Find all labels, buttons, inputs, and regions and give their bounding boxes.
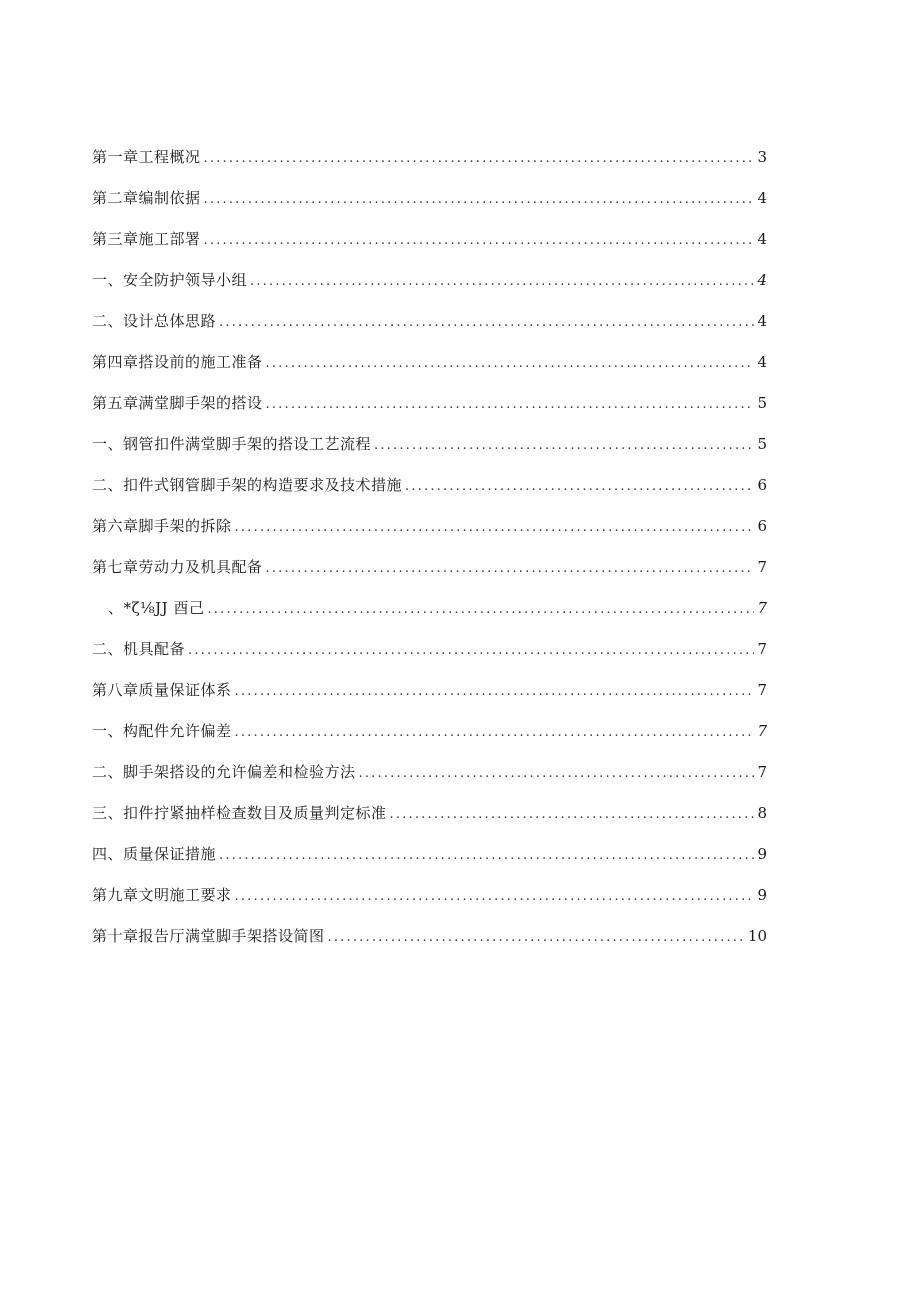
toc-entry-page: 6: [757, 517, 767, 535]
toc-entry-page: 4: [757, 312, 767, 330]
toc-entry[interactable]: [92, 474, 767, 515]
toc-entry[interactable]: [92, 556, 767, 597]
toc-entry[interactable]: [92, 597, 767, 638]
toc-entry-title: 二、脚手架搭设的允许偏差和检验方法: [92, 763, 356, 781]
toc-entry-page: 7: [757, 599, 767, 617]
toc-entry[interactable]: [92, 884, 767, 925]
toc-entry-page: 9: [757, 886, 767, 904]
toc-entry[interactable]: [92, 925, 767, 966]
toc-entry[interactable]: [92, 638, 767, 679]
toc-dot-leader: [266, 558, 754, 580]
toc-entry-title: 第一章工程概况: [92, 148, 201, 166]
toc-entry[interactable]: [92, 269, 767, 310]
toc-dot-leader: [266, 353, 754, 375]
toc-entry[interactable]: [92, 310, 767, 351]
toc-entry-title: 第七章劳动力及机具配备: [92, 558, 263, 576]
toc-entry[interactable]: [92, 720, 767, 761]
toc-entry[interactable]: [92, 802, 767, 843]
toc-dot-leader: [204, 148, 754, 170]
toc-entry-title: 一、钢管扣件满堂脚手架的搭设工艺流程: [92, 435, 372, 453]
toc-entry[interactable]: [92, 187, 767, 228]
toc-entry-page: 7: [757, 640, 767, 658]
toc-entry-title: 三、扣件拧紧抽样检查数目及质量判定标准: [92, 804, 387, 822]
toc-entry-page: 4: [757, 271, 767, 289]
toc-dot-leader: [219, 312, 754, 334]
toc-dot-leader: [204, 230, 754, 252]
toc-entry-title: 二、扣件式钢管脚手架的构造要求及技术措施: [92, 476, 403, 494]
toc-entry[interactable]: [92, 228, 767, 269]
toc-dot-leader: [390, 804, 754, 826]
toc-dot-leader: [235, 722, 754, 744]
toc-entry-page: 5: [757, 394, 767, 412]
table-of-contents: [92, 146, 767, 966]
toc-entry-page: 7: [757, 722, 767, 740]
toc-entry-title: 四、质量保证措施: [92, 845, 217, 863]
toc-dot-leader: [250, 271, 754, 293]
toc-dot-leader: [204, 189, 754, 211]
toc-dot-leader: [235, 517, 754, 539]
toc-entry-title: 第二章编制依据: [92, 189, 201, 207]
toc-dot-leader: [359, 763, 754, 785]
toc-entry-title: 、*ζ⅛JJ 酉己: [108, 599, 205, 617]
toc-entry[interactable]: [92, 843, 767, 884]
toc-dot-leader: [266, 394, 754, 416]
toc-entry-page: 4: [757, 353, 767, 371]
toc-dot-leader: [235, 681, 754, 703]
toc-dot-leader: [219, 845, 754, 867]
toc-entry-page: 8: [757, 804, 767, 822]
toc-entry-page: 7: [757, 763, 767, 781]
toc-entry-page: 4: [757, 189, 767, 207]
toc-entry[interactable]: [92, 392, 767, 433]
toc-entry-title: 第九章文明施工要求: [92, 886, 232, 904]
toc-dot-leader: [188, 640, 754, 662]
toc-entry[interactable]: [92, 515, 767, 556]
toc-entry[interactable]: [92, 351, 767, 392]
toc-entry-title: 第十章报告厅满堂脚手架搭设简图: [92, 927, 325, 945]
toc-entry-title: 一、构配件允许偏差: [92, 722, 232, 740]
toc-entry-title: 二、设计总体思路: [92, 312, 217, 330]
toc-entry-page: 4: [757, 230, 767, 248]
toc-entry[interactable]: [92, 146, 767, 187]
toc-entry-title: 一、安全防护领导小组: [92, 271, 248, 289]
toc-entry-page: 5: [757, 435, 767, 453]
toc-dot-leader: [374, 435, 754, 457]
toc-entry-title: 第四章搭设前的施工准备: [92, 353, 263, 371]
toc-entry-page: 7: [757, 681, 767, 699]
toc-entry-title: 第五章满堂脚手架的搭设: [92, 394, 263, 412]
toc-dot-leader: [235, 886, 754, 908]
toc-dot-leader: [405, 476, 754, 498]
toc-entry-page: 6: [757, 476, 767, 494]
toc-entry[interactable]: [92, 679, 767, 720]
toc-entry-page: 7: [757, 558, 767, 576]
toc-entry-title: 第六章脚手架的拆除: [92, 517, 232, 535]
toc-entry[interactable]: [92, 761, 767, 802]
toc-entry-title: 第八章质量保证体系: [92, 681, 232, 699]
toc-entry-title: 二、机具配备: [92, 640, 186, 658]
toc-dot-leader: [207, 599, 754, 621]
toc-entry-page: 10: [747, 927, 767, 945]
toc-entry-page: 3: [757, 148, 767, 166]
toc-entry-page: 9: [757, 845, 767, 863]
toc-dot-leader: [328, 927, 745, 949]
toc-entry-title: 第三章施工部署: [92, 230, 201, 248]
toc-entry[interactable]: [92, 433, 767, 474]
